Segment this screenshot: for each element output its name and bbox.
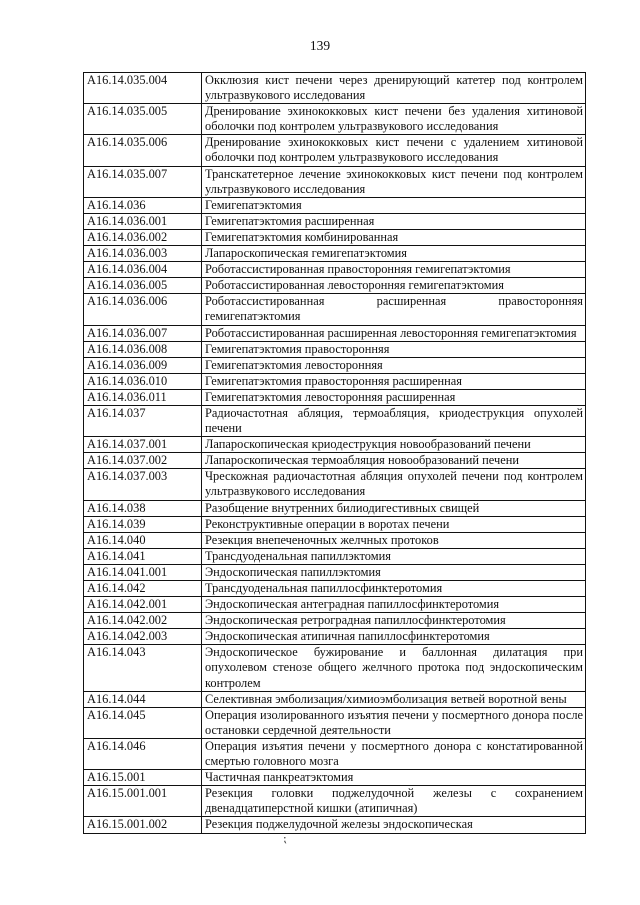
procedure-name: Реконструктивные операции в воротах печени: [202, 516, 586, 532]
table-row: [84, 405, 586, 436]
page-number: 139: [309, 38, 331, 53]
table-row: [84, 645, 586, 691]
table-row: [84, 135, 586, 166]
table-row: [84, 213, 586, 229]
table-row: [84, 817, 586, 833]
procedure-code: A16.14.037: [84, 405, 202, 436]
procedure-name: Гемигепатэктомия правосторонняя расширенная: [202, 373, 586, 389]
procedure-code: A16.14.036.002: [84, 229, 202, 245]
table-row: [84, 229, 586, 245]
procedure-code: A16.14.036.001: [84, 213, 202, 229]
procedure-name: Лапароскопическая термоабляция новообразований печени: [202, 453, 586, 469]
footer-mark: ⁏: [283, 833, 287, 845]
procedure-code: A16.14.037.002: [84, 453, 202, 469]
procedure-name: Эндоскопическая атипичная папиллосфинктеротомия: [202, 629, 586, 645]
table-row: [84, 357, 586, 373]
table-row: [84, 73, 586, 104]
procedure-code: A16.14.035.004: [84, 73, 202, 104]
procedure-code: A16.15.001: [84, 770, 202, 786]
procedure-name: Селективная эмболизация/химиоэмболизация ветвей воротной вены: [202, 691, 586, 707]
table-row: [84, 597, 586, 613]
procedure-name: Чрескожная радиочастотная абляция опухолей печени под контролем ультразвукового исследования: [202, 469, 586, 500]
procedure-code: A16.14.041.001: [84, 564, 202, 580]
table-row: [84, 373, 586, 389]
table-row: [84, 246, 586, 262]
table-row: [84, 707, 586, 738]
table-row: [84, 166, 586, 197]
procedure-code: A16.14.036.006: [84, 294, 202, 325]
procedure-code: A16.14.044: [84, 691, 202, 707]
table-row: [84, 294, 586, 325]
table-row: [84, 613, 586, 629]
procedure-name: Гемигепатэктомия комбинированная: [202, 229, 586, 245]
table-row: [84, 104, 586, 135]
procedure-code: A16.15.001.002: [84, 817, 202, 833]
table-row: [84, 770, 586, 786]
table-row: [84, 197, 586, 213]
procedure-code: A16.15.001.001: [84, 786, 202, 817]
procedure-code: A16.14.041: [84, 548, 202, 564]
procedure-code: A16.14.036: [84, 197, 202, 213]
table-row: [84, 389, 586, 405]
table-row: [84, 691, 586, 707]
table-body: [84, 73, 586, 834]
procedure-name: Трансдуоденальная папиллэктомия: [202, 548, 586, 564]
procedure-code: A16.14.042.001: [84, 597, 202, 613]
procedure-name: Гемигепатэктомия правосторонняя: [202, 341, 586, 357]
procedure-code: A16.14.035.007: [84, 166, 202, 197]
table-row: [84, 738, 586, 769]
procedure-code: A16.14.036.003: [84, 246, 202, 262]
procedure-code: A16.14.045: [84, 707, 202, 738]
table-row: [84, 548, 586, 564]
procedure-codes-table: [83, 72, 586, 834]
table-row: [84, 786, 586, 817]
procedure-code: A16.14.036.009: [84, 357, 202, 373]
procedure-code: A16.14.042: [84, 581, 202, 597]
procedure-code: A16.14.040: [84, 532, 202, 548]
table-row: [84, 629, 586, 645]
table-row: [84, 437, 586, 453]
procedure-name: Дренирование эхинококковых кист печени с удалением хитиновой оболочки под контролем ультразвукового исследования: [202, 135, 586, 166]
table-row: [84, 262, 586, 278]
procedure-code: A16.14.035.005: [84, 104, 202, 135]
table-row: [84, 325, 586, 341]
procedure-name: Радиочастотная абляция, термоабляция, криодеструкция опухолей печени: [202, 405, 586, 436]
table-row: [84, 516, 586, 532]
procedure-name: Окклюзия кист печени через дренирующий катетер под контролем ультразвукового исследования: [202, 73, 586, 104]
table-row: [84, 564, 586, 580]
procedure-code: A16.14.043: [84, 645, 202, 691]
procedure-code: A16.14.035.006: [84, 135, 202, 166]
procedure-name: Гемигепатэктомия левосторонняя расширенная: [202, 389, 586, 405]
procedure-name: Роботассистированная расширенная правосторонняя гемигепатэктомия: [202, 294, 586, 325]
procedure-name: Эндоскопическое бужирование и баллонная дилатация при опухолевом стенозе общего желчного протока под эндоскопическим контролем: [202, 645, 586, 691]
procedure-code: A16.14.046: [84, 738, 202, 769]
procedure-code: A16.14.036.011: [84, 389, 202, 405]
procedure-name: Операция изъятия печени у посмертного донора с констатированной смертью головного мозга: [202, 738, 586, 769]
procedure-code: A16.14.036.005: [84, 278, 202, 294]
procedure-code: A16.14.042.002: [84, 613, 202, 629]
procedure-name: Резекция внепеченочных желчных протоков: [202, 532, 586, 548]
procedure-code: A16.14.039: [84, 516, 202, 532]
procedure-name: Разобщение внутренних билиодигестивных свищей: [202, 500, 586, 516]
procedure-code: A16.14.042.003: [84, 629, 202, 645]
table-row: [84, 453, 586, 469]
table-row: [84, 278, 586, 294]
procedure-code: A16.14.036.007: [84, 325, 202, 341]
procedure-name: Транскатетерное лечение эхинококковых кист печени под контролем ультразвукового исследования: [202, 166, 586, 197]
procedure-name: Дренирование эхинококковых кист печени без удаления хитиновой оболочки под контролем ультразвукового исследования: [202, 104, 586, 135]
procedure-name: Операция изолированного изъятия печени у посмертного донора после остановки сердечной деятельности: [202, 707, 586, 738]
procedure-name: Лапароскопическая криодеструкция новообразований печени: [202, 437, 586, 453]
procedure-code: A16.14.038: [84, 500, 202, 516]
procedure-name: Частичная панкреатэктомия: [202, 770, 586, 786]
procedure-name: Роботассистированная расширенная левосторонняя гемигепатэктомия: [202, 325, 586, 341]
table-row: [84, 500, 586, 516]
table-row: [84, 532, 586, 548]
procedure-name: Гемигепатэктомия: [202, 197, 586, 213]
procedure-name: Трансдуоденальная папиллосфинктеротомия: [202, 581, 586, 597]
procedure-code: A16.14.036.010: [84, 373, 202, 389]
table-row: [84, 341, 586, 357]
procedure-name: Гемигепатэктомия левосторонняя: [202, 357, 586, 373]
procedure-code: A16.14.036.008: [84, 341, 202, 357]
table-row: [84, 469, 586, 500]
procedure-name: Лапароскопическая гемигепатэктомия: [202, 246, 586, 262]
procedure-name: Резекция головки поджелудочной железы с сохранением двенадцатиперстной кишки (атипичная): [202, 786, 586, 817]
procedure-name: Эндоскопическая папиллэктомия: [202, 564, 586, 580]
procedure-name: Роботассистированная левосторонняя гемигепатэктомия: [202, 278, 586, 294]
procedure-name: Резекция поджелудочной железы эндоскопическая: [202, 817, 586, 833]
procedure-name: Роботассистированная правосторонняя гемигепатэктомия: [202, 262, 586, 278]
procedure-name: Гемигепатэктомия расширенная: [202, 213, 586, 229]
procedure-code: A16.14.036.004: [84, 262, 202, 278]
procedure-code: A16.14.037.003: [84, 469, 202, 500]
procedure-name: Эндоскопическая антеградная папиллосфинктеротомия: [202, 597, 586, 613]
procedure-code: A16.14.037.001: [84, 437, 202, 453]
procedure-name: Эндоскопическая ретроградная папиллосфинктеротомия: [202, 613, 586, 629]
table-row: [84, 581, 586, 597]
